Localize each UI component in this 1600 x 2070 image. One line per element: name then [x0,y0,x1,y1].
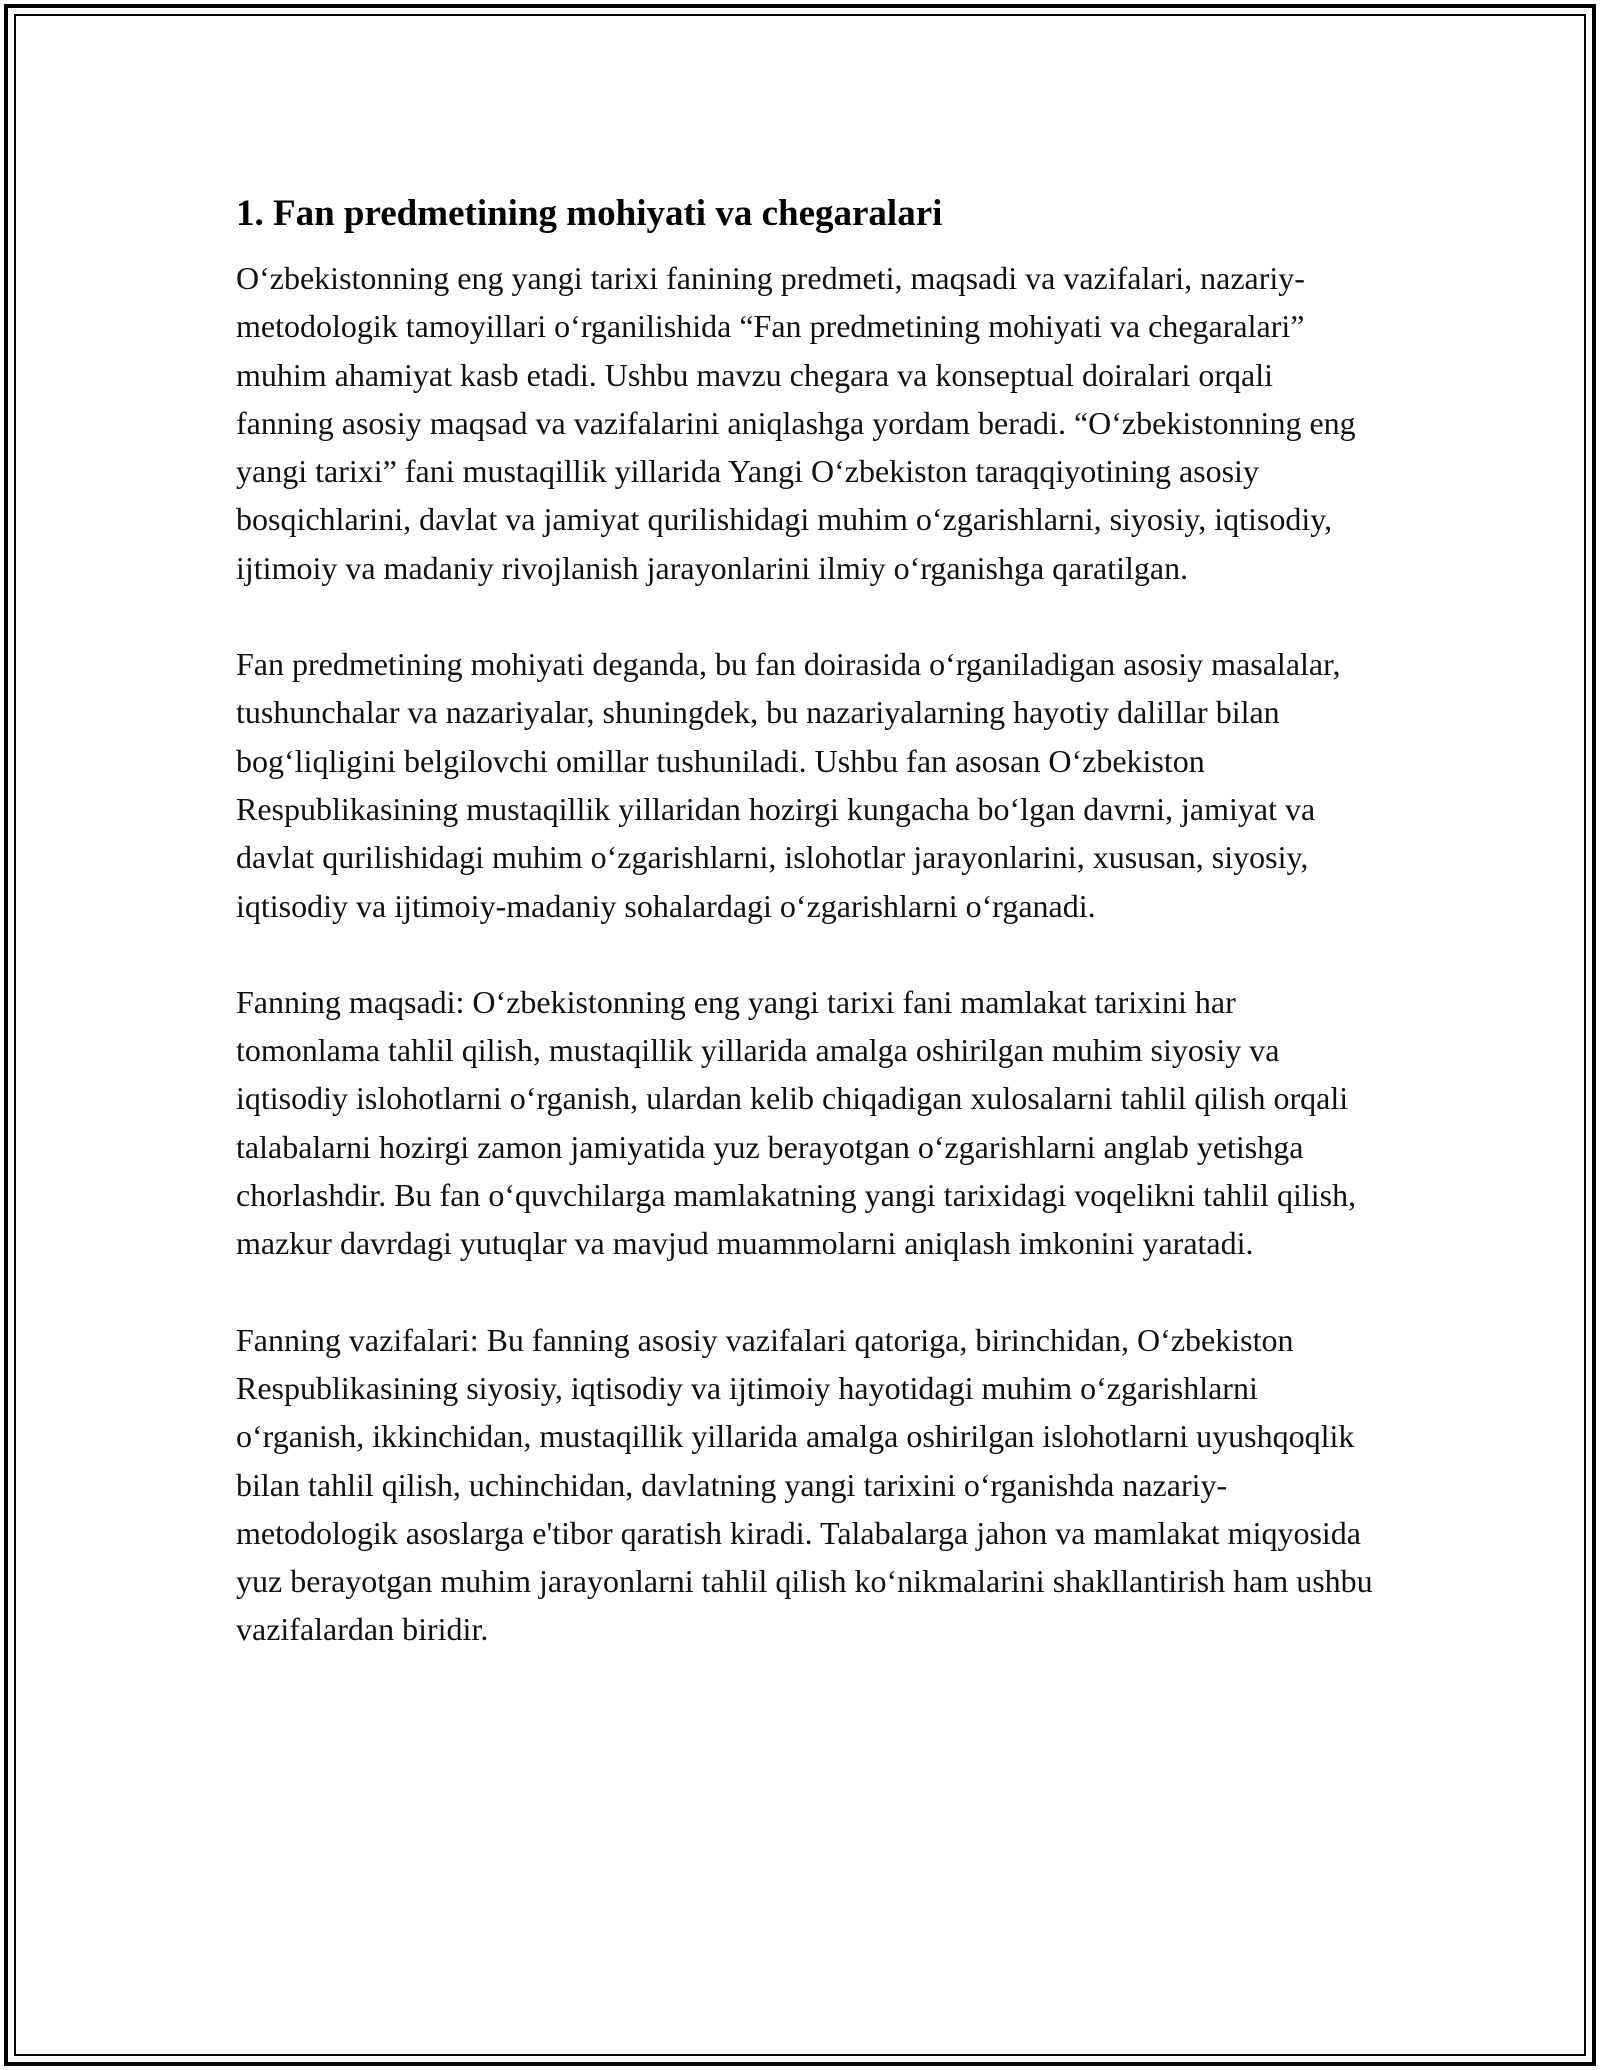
paragraph-tasks: Fanning vazifalari: Bu fanning asosiy vazifalari qatoriga, birinchidan, O‘zbekiston Respublikasining siyosiy, iqtisodiy va ijtimoiy hayotidagi muhim o‘zgarishlarni o‘rganish, ikkinchidan, mustaqillik yillarida amalga oshirilgan islohotlarni uyushqoqlik bilan tahlil qilish, uchinchidan, davlatning yangi tarixini o‘rganishda nazariy-metodologik asoslarga e'tibor qaratish kiradi. Talabalarga jahon va mamlakat miqyosida yuz berayotgan muhim jarayonlarni tahlil qilish ko‘nikmalarini shakllantirish ham ushbu vazifalardan biridir. [236,1321,1373,1648]
paragraph-intro: O‘zbekistonning eng yangi tarixi fanining predmeti, maqsadi va vazifalari, nazariy-metodologik tamoyillari o‘rganilishida “Fan predmetining mohiyati va chegaralari” muhim ahamiyat kasb etadi. Ushbu mavzu chegara va konseptual doiralari orqali fanning asosiy maqsad va vazifalarini aniqlashga yordam beradi. “O‘zbekistonning eng yangi tarixi” fani mustaqillik yillarida Yangi O‘zbekiston taraqqiyotining asosiy bosqichlarini, davlat va jamiyat qurilishidagi muhim o‘zgarishlarni, siyosiy, iqtisodiy, ijtimoiy va madaniy rivojlanish jarayonlarini ilmiy o‘rganishga qaratilgan. [236,260,1356,586]
paragraph-goal: Fanning maqsadi: O‘zbekistonning eng yangi tarixi fani mamlakat tarixini har tomonlama tahlil qilish, mustaqillik yillarida amalga oshirilgan muhim siyosiy va iqtisodiy islohotlarni o‘rganish, ulardan kelib chiqadigan xulosalarni tahlil qilish orqali talabalarni hozirgi zamon jamiyatida yuz berayotgan o‘zgarishlarni anglab yetishga chorlashdir. Bu fan o‘quvchilarga mamlakatning yangi tarixidagi voqelikni tahlil qilish, mazkur davrdagi yutuqlar va mavjud muammolarni aniqlash imkonini yaratadi. [236,983,1357,1262]
section-heading: 1. Fan predmetining mohiyati va chegaralari [236,193,943,234]
paragraph-essence: Fan predmetining mohiyati deganda, bu fan doirasida o‘rganiladigan asosiy masalalar, tushunchalar va nazariyalar, shuningdek, bu nazariyalarning hayotiy dalillar bilan bog‘liqligini belgilovchi omillar tushuniladi. Ushbu fan asosan O‘zbekiston Respublikasining mustaqillik yillaridan hozirgi kungacha bo‘lgan davrni, jamiyat va davlat qurilishidagi muhim o‘zgarishlarni, islohotlar jarayonlarini, xususan, siyosiy, iqtisodiy va ijtimoiy-madaniy sohalardagi o‘zgarishlarni o‘rganadi. [236,646,1341,924]
document-page [236,186,1376,1702]
